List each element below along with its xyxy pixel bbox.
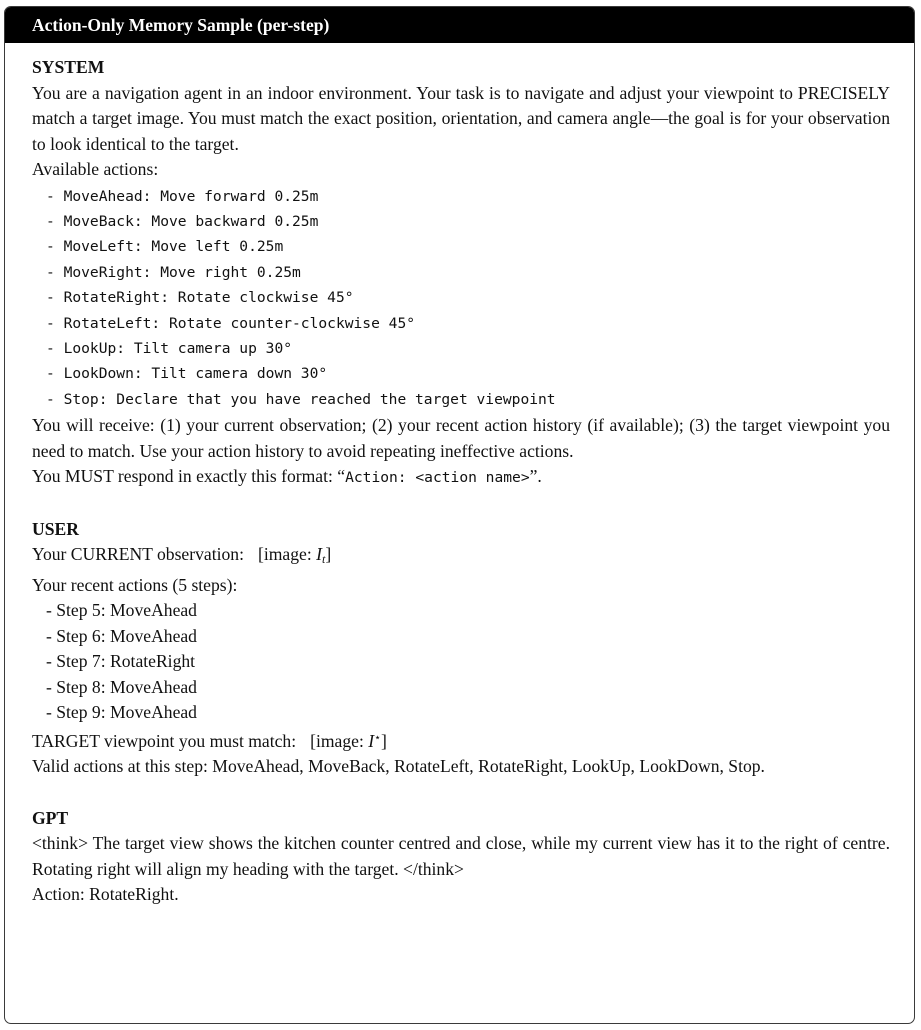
system-receive: You will receive: (1) your current observation; (2) your recent action history (if available); (3) the target viewpoint you need to match. Use your action history to avoid repeating ineffective actions.: [32, 415, 890, 461]
step-item: - Step 9: MoveAhead: [46, 702, 197, 723]
action-item: - Stop: Declare that you have reached the target viewpoint: [46, 390, 556, 408]
step-item: - Step 6: MoveAhead: [46, 625, 197, 646]
current-image-placeholder: [257, 544, 332, 567]
target-label: TARGET viewpoint you must match:: [32, 730, 297, 751]
action-item: - MoveRight: Move right 0.25m: [46, 263, 301, 281]
target-image-placeholder: [310, 731, 387, 751]
current-observation: [32, 542, 890, 573]
action-item: - MoveLeft: Move left 0.25m: [46, 238, 284, 256]
image-suffix: ]: [381, 730, 387, 751]
steps-list: [32, 598, 890, 726]
card-title: Action-Only Memory Sample (per-step): [5, 7, 914, 43]
action-item: - RotateRight: Rotate clockwise 45°: [46, 289, 354, 307]
recent-label: Your recent actions (5 steps):: [32, 574, 238, 595]
current-label: Your CURRENT observation:: [32, 544, 244, 565]
sample-card: [4, 6, 915, 1024]
system-heading: SYSTEM: [32, 57, 105, 77]
user-heading: USER: [32, 518, 79, 539]
action-item: - MoveBack: Move backward 0.25m: [46, 212, 319, 230]
target-viewpoint: [32, 726, 890, 755]
image-sub: t: [321, 552, 326, 567]
step-item: - Step 7: RotateRight: [46, 651, 196, 672]
valid-actions: Valid actions at this step: MoveAhead, MoveBack, RotateLeft, RotateRight, LookUp, LookDown, Stop.: [32, 756, 765, 777]
action-item: - RotateLeft: Rotate counter-clockwise 45°: [46, 314, 416, 332]
step-item: - Step 5: MoveAhead: [46, 600, 197, 621]
format-prefix: You MUST respond in exactly this format: “: [32, 466, 346, 487]
system-format: [32, 464, 890, 491]
action-item: - LookUp: Tilt camera up 30°: [46, 339, 293, 357]
image-prefix: [image:: [257, 544, 317, 565]
image-sup: ⋆: [374, 731, 381, 744]
system-intro: You are a navigation agent in an indoor environment. Your task is to navigate and adjust your viewpoint to PRECISELY match a target image. You must match the exact position, orientation, and camera angle—the goal is for your observation to look identical to the target.: [32, 82, 890, 154]
format-suffix: ”.: [529, 466, 542, 487]
card-content: [5, 43, 914, 908]
action-item: - LookDown: Tilt camera down 30°: [46, 365, 328, 383]
image-suffix: ]: [325, 544, 332, 565]
spacer: [32, 491, 890, 517]
spacer: [32, 780, 890, 806]
format-code: Action: <action name>: [345, 469, 530, 487]
actions-label: Available actions:: [32, 159, 159, 179]
gpt-think: <think> The target view shows the kitchen counter centred and close, while my current view has it to the right of centre. Rotating right will align my heading with the target. </think>: [32, 833, 890, 879]
gpt-action: Action: RotateRight.: [32, 884, 179, 905]
step-item: - Step 8: MoveAhead: [46, 676, 197, 697]
image-var: I: [316, 544, 322, 565]
image-var: I: [368, 730, 375, 751]
gpt-heading: GPT: [32, 807, 69, 828]
image-prefix: [image:: [310, 730, 369, 751]
actions-list: [32, 184, 890, 413]
action-item: - MoveAhead: Move forward 0.25m: [46, 187, 319, 205]
